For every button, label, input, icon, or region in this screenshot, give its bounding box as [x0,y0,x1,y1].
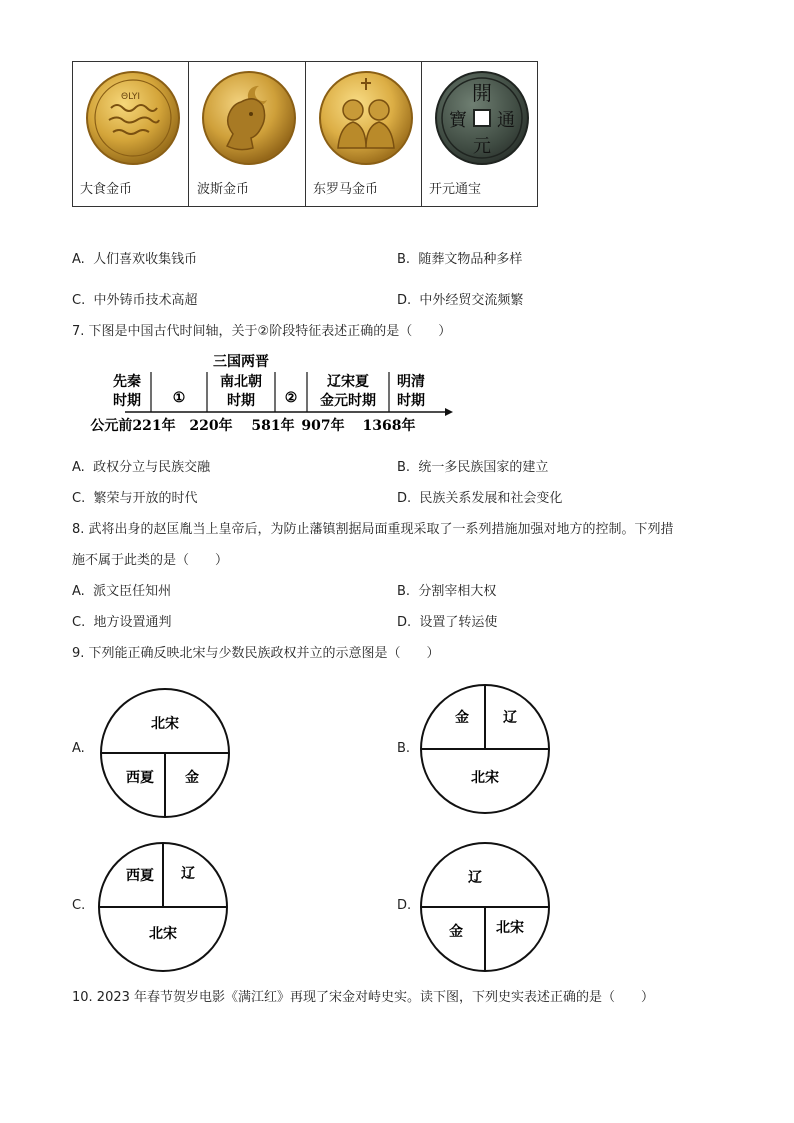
option-text: 分割宰相大权 [418,584,497,599]
q9-option-b-letter: B. [397,741,411,756]
q7-option-a [72,456,210,475]
q10-stem: 10. 2023 年春节贺岁电影《满江红》再现了宋金对峙史实。读下图，下列史实表述正确的是（ ） [72,990,655,1005]
option-letter: A. [72,252,85,267]
option-text: 政权分立与民族交融 [93,460,211,475]
timeline-period-liaosongxia: 辽宋夏 [327,374,369,390]
timeline-date: 公元前221年 [90,418,176,434]
option-text: 派文臣任知州 [93,584,172,599]
region-label: 北宋 [471,770,499,786]
timeline-period-shiqi: 时期 [227,393,255,409]
q9-option-a-letter: A. [72,741,85,756]
timeline-period-sanguo: 三国两晋 [213,354,269,370]
region-label: 西夏 [126,868,154,884]
coin-char-right: 通 [496,110,515,131]
q6-option-b [397,248,522,267]
q8-option-a [72,580,171,599]
q6-option-d [397,289,523,308]
region-label: 辽 [181,866,195,882]
option-text: 随葬文物品种多样 [418,252,523,267]
q7-stem: 7. 下图是中国古代时间轴，关于②阶段特征表述正确的是（ ） [72,324,452,339]
option-letter: C. [72,615,86,630]
q8-option-c [72,611,172,630]
option-letter: C. [72,491,86,506]
arabic-gold-coin-icon [83,68,183,168]
q9-diagram-b [418,682,552,816]
timeline-period-mingqing-2: 时期 [397,393,425,409]
option-text: 民族关系发展和社会变化 [419,491,563,506]
q7-option-b [397,456,548,475]
q9-diagram-c [96,840,230,974]
timeline-period-jinyuan: 金元时期 [320,393,376,409]
coin-char-left: 寶 [448,110,467,131]
option-letter: A. [72,460,85,475]
q8-stem-line1: 8. 武将出身的赵匡胤当上皇帝后，为防止藩镇割据局面重现采取了一系列措施加强对地方的控制。下列措 [72,522,674,537]
option-text: 中外铸币技术高超 [93,293,198,308]
timeline-diagram [85,348,455,438]
region-label: 金 [449,924,463,940]
region-label: 北宋 [149,926,177,942]
option-text: 人们喜欢收集钱币 [93,252,198,267]
timeline-period-mingqing-1: 明清 [397,374,425,390]
option-text: 设置了转运使 [419,615,498,630]
region-label: 金 [185,770,199,786]
q8-stem-line2: 施不属于此类的是（ ） [72,553,229,568]
q7-option-d [397,487,562,506]
timeline-date: 1368年 [362,418,416,434]
timeline-period-xianqin-2: 时期 [113,393,141,409]
kaiyuan-tongbao-coin-icon [432,68,532,168]
option-text: 地方设置通判 [93,615,172,630]
coin-char-top: 開 [471,81,492,105]
q7-option-c [72,487,198,506]
region-label: 北宋 [496,920,524,936]
option-letter: D. [397,293,412,308]
option-text: 统一多民族国家的建立 [418,460,549,475]
region-label: 北宋 [151,716,179,732]
timeline-marker-1: ① [172,390,186,406]
region-label: 辽 [468,870,482,886]
q8-option-d [397,611,497,630]
q9-diagram-a [98,686,232,820]
coin-label-kaiyuan: 开元通宝 [429,182,482,197]
q6-option-c [72,289,198,308]
svg-text:ΘLYI: ΘLYI [121,92,141,102]
region-label: 西夏 [126,770,154,786]
q9-option-c-letter: C. [72,898,86,913]
option-letter: A. [72,584,85,599]
q9-diagram-d [418,840,552,974]
q8-option-b [397,580,496,599]
timeline-date: 220年 [189,418,233,434]
timeline-period-nanbeichao: 南北朝 [220,374,262,390]
coin-label-byzantine: 东罗马金币 [313,182,379,197]
byzantine-gold-coin-icon [316,68,416,168]
option-letter: B. [397,584,411,599]
coin-char-bottom: 元 [472,136,491,157]
q6-option-a [72,248,197,267]
region-label: 金 [455,710,469,726]
q9-stem: 9. 下列能正确反映北宋与少数民族政权并立的示意图是（ ） [72,646,440,661]
option-letter: B. [397,460,411,475]
coin-label-persian: 波斯金币 [197,182,250,197]
option-letter: D. [397,615,412,630]
region-label: 辽 [503,710,517,726]
persian-gold-coin-icon [199,68,299,168]
timeline-period-xianqin-1: 先秦 [113,374,141,390]
timeline-marker-2: ② [284,390,298,406]
coin-label-arabic: 大食金币 [80,182,133,197]
option-text: 繁荣与开放的时代 [93,491,198,506]
timeline-date: 907年 [301,418,345,434]
option-letter: B. [397,252,411,267]
option-text: 中外经贸交流频繁 [419,293,524,308]
timeline-date: 581年 [251,418,295,434]
option-letter: C. [72,293,86,308]
q9-option-d-letter: D. [397,898,412,913]
option-letter: D. [397,491,412,506]
